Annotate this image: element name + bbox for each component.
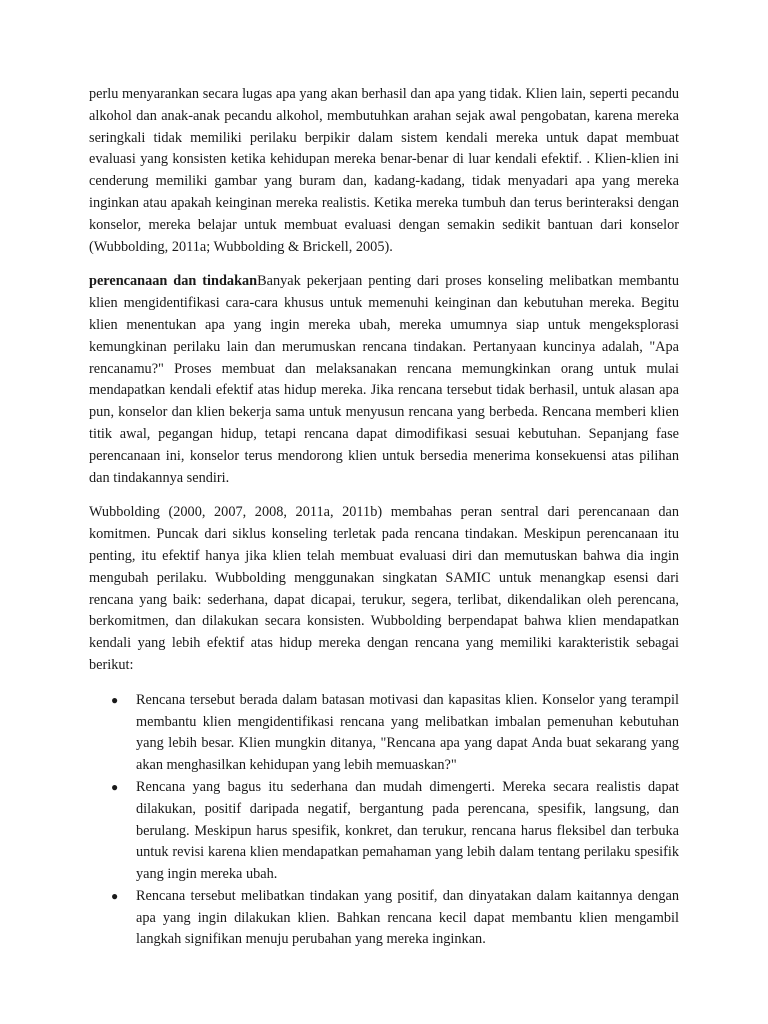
- bullet-icon: ●: [111, 692, 119, 707]
- list-item-text: Rencana tersebut berada dalam batasan motivasi dan kapasitas klien. Konselor yang terampil membantu klien mengidentifikasi rencana yang melibatkan imbalan pemenuhan kebutuhan yang lebih besar. Klien mungkin ditanya, "Rencana apa yang dapat Anda buat sekarang yang akan menghasilkan kehidupan yang lebih memuaskan?": [136, 691, 679, 774]
- paragraph-planning: [89, 271, 679, 489]
- list-item: [89, 886, 679, 951]
- list-item-text: Rencana yang bagus itu sederhana dan mudah dimengerti. Mereka secara realistis dapat dilakukan, positif daripada negatif, bergantung pada perencana, spesifik, langsung, dan berulang. Meskipun harus spesifik, konkret, dan terukur, rencana harus fleksibel dan terbuka untuk revisi karena klien mendapatkan pemahaman yang lebih dalam tentang perilaku spesifik yang ingin mereka ubah.: [136, 778, 679, 883]
- list-item: [89, 777, 679, 886]
- list-item: [89, 690, 679, 777]
- document-page: [89, 84, 679, 951]
- section-heading: perencanaan dan tindakan: [89, 273, 258, 290]
- list-item-text: Rencana tersebut melibatkan tindakan yang positif, dan dinyatakan dalam kaitannya dengan apa yang ingin dilakukan klien. Bahkan rencana kecil dapat membantu klien mengambil langkah signifikan menuju perubahan yang mereka inginkan.: [136, 887, 679, 948]
- paragraph-intro: perlu menyarankan secara lugas apa yang akan berhasil dan apa yang tidak. Klien lain, seperti pecandu alkohol dan anak-anak pecandu alkohol, membutuhkan arahan sejak awal pengobatan, karena mereka seringkali tidak memiliki perilaku berpikir dalam sistem kendali mereka untuk dapat membuat evaluasi yang konsisten ketika kehidupan mereka benar-benar di luar kendali efektif. . Klien-klien ini cenderung memiliki gambar yang buram dan, kadang-kadang, tidak menyadari apa yang mereka inginkan atau apakah keinginan mereka realistis. Ketika mereka tumbuh dan terus berinteraksi dengan konselor, mereka belajar untuk membuat evaluasi dengan semakin sedikit bantuan dari konselor (Wubbolding, 2011a; Wubbolding & Brickell, 2005).: [89, 86, 679, 255]
- bullet-list: [89, 690, 679, 952]
- bullet-icon: ●: [111, 888, 119, 903]
- bullet-icon: ●: [111, 779, 119, 794]
- paragraph-planning-body: Banyak pekerjaan penting dari proses konseling melibatkan membantu klien mengidentifikasi cara-cara khusus untuk memenuhi keinginan dan kebutuhan mereka. Begitu klien menentukan apa yang ingin mereka ubah, mereka umumnya siap untuk mengeksplorasi kemungkinan perilaku lain dan merumuskan rencana tindakan. Pertanyaan kuncinya adalah, "Apa rencanamu?" Proses membuat dan melaksanakan rencana memungkinkan orang untuk mulai mendapatkan kendali efektif atas hidup mereka. Jika rencana tersebut tidak berhasil, untuk alasan apa pun, konselor dan klien bekerja sama untuk menyusun rencana yang berbeda. Rencana memberi klien titik awal, pegangan hidup, tetapi rencana dapat dimodifikasi sesuai kebutuhan. Sepanjang fase perencanaan ini, konselor terus mendorong klien untuk bersedia menerima konsekuensi atas pilihan dan tindakannya sendiri.: [89, 273, 679, 486]
- paragraph-wubbolding: Wubbolding (2000, 2007, 2008, 2011a, 2011b) membahas peran sentral dari perencanaan dan komitmen. Puncak dari siklus konseling terletak pada rencana tindakan. Meskipun perencanaan itu penting, itu efektif hanya jika klien telah membuat evaluasi diri dan memutuskan bahwa dia ingin mengubah perilaku. Wubbolding menggunakan singkatan SAMIC untuk menangkap esensi dari rencana yang baik: sederhana, dapat dicapai, terukur, segera, terlibat, dikendalikan oleh perencana, berkomitmen, dan dilakukan secara konsisten. Wubbolding berpendapat bahwa klien mendapatkan kendali yang lebih efektif atas hidup mereka dengan rencana yang memiliki karakteristik sebagai berikut:: [89, 504, 679, 673]
